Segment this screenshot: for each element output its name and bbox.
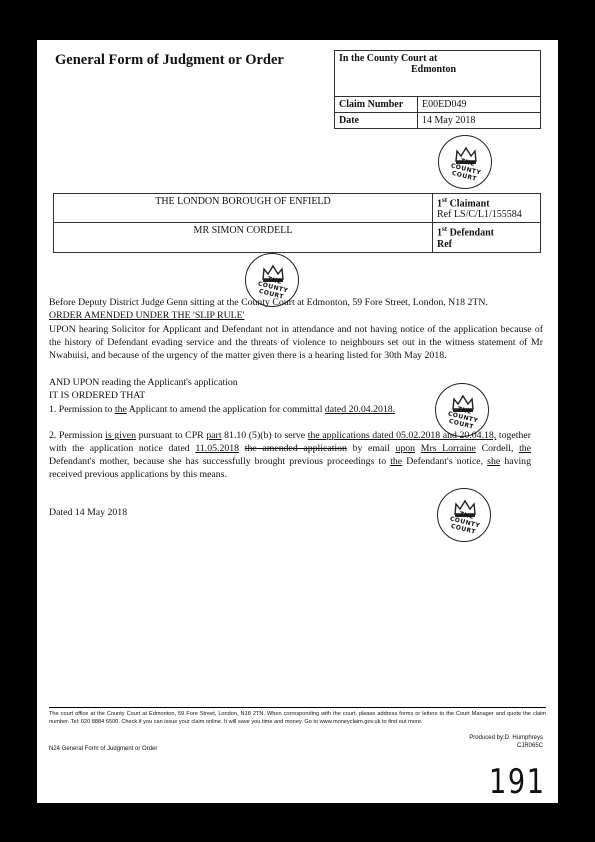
form-title: General Form of Judgment or Order xyxy=(55,52,284,68)
order-text: together with the application notice dated xyxy=(49,430,531,454)
party-row xyxy=(54,194,541,223)
party-role-cell xyxy=(433,223,541,252)
court-details-table xyxy=(334,50,541,129)
party-role-cell xyxy=(433,194,541,223)
footer-produced-by xyxy=(469,734,543,750)
order-text: pursuant to CPR xyxy=(136,430,207,441)
party-role-ordinal: 1 xyxy=(437,198,442,210)
seal-text: THE COUNTY COURT xyxy=(257,275,289,301)
dated-line: Dated 14 May 2018 xyxy=(49,507,128,518)
party-name: THE LONDON BOROUGH OF ENFIELD xyxy=(54,194,433,223)
ordered-heading: IT IS ORDERED THAT xyxy=(49,390,146,401)
order-text: by email xyxy=(346,443,396,454)
date-label: Date xyxy=(335,113,418,129)
and-upon-line: AND UPON reading the Applicant's application xyxy=(49,377,238,388)
order-text: the xyxy=(519,443,532,454)
party-role-suffix: st xyxy=(442,225,448,234)
form-code: CJR065C xyxy=(516,743,543,749)
footer-form-ref: N24 General Form of Judgment or Order xyxy=(49,746,158,752)
date-value: 14 May 2018 xyxy=(418,113,541,129)
order-text: part xyxy=(206,430,222,441)
party-row xyxy=(54,223,541,252)
order-text: 2. Permission xyxy=(49,430,106,441)
produced-by-text: Produced by:D. Humphreys xyxy=(469,735,543,741)
court-name-cell xyxy=(335,51,541,97)
claim-number-value: E00ED049 xyxy=(418,97,541,113)
order-item-2 xyxy=(49,429,531,481)
seal-text: THE COUNTY COURT xyxy=(450,157,482,183)
order-text: the xyxy=(114,404,127,415)
struck-text: the amended application xyxy=(244,443,347,454)
order-item-1 xyxy=(49,403,395,416)
footer-divider xyxy=(49,707,546,708)
order-text: Mrs Lorraine xyxy=(420,443,476,454)
party-ref: Ref LS/C/L1/155584 xyxy=(437,209,522,221)
parties-table xyxy=(53,193,541,253)
party-name: MR SIMON CORDELL xyxy=(54,223,433,252)
court-seal-stamp xyxy=(438,135,492,189)
party-role-suffix: st xyxy=(442,196,448,204)
order-text: upon xyxy=(395,443,416,454)
order-text: Defendant's mother, because she has successfully brought previous proceedings to xyxy=(49,456,391,467)
party-role: Defendant xyxy=(449,227,495,239)
court-seal-stamp xyxy=(437,488,491,542)
order-text: the xyxy=(390,456,403,467)
party-role-ordinal: 1 xyxy=(437,227,442,239)
order-text: the applications dated 05.02.2018 and 20.04.18, xyxy=(307,430,497,441)
court-line-2: Edmonton xyxy=(411,64,457,75)
order-text: 1. Permission to xyxy=(49,404,115,415)
document-page xyxy=(37,40,558,803)
party-ref: Ref xyxy=(437,238,452,250)
handwritten-page-number: 191 xyxy=(489,762,546,802)
order-text: Defendant's notice, xyxy=(402,456,488,467)
court-line-1: In the County Court at xyxy=(339,53,438,64)
seal-text: THE COUNTY COURT xyxy=(449,510,481,536)
before-judge-line: Before Deputy District Judge Genn sitting at the County Court at Edmonton, 59 Fore Street, London, N18 2TN. xyxy=(49,297,488,308)
order-text: 11.05.2018 xyxy=(195,443,240,454)
order-text: Cordell, xyxy=(475,443,520,454)
order-text: dated 20.04.2018. xyxy=(324,404,396,415)
slip-rule-heading: ORDER AMENDED UNDER THE 'SLIP RULE' xyxy=(49,310,245,321)
order-text: she xyxy=(487,456,501,467)
footer-court-note: The court office at the County Court at Edmonton, 59 Fore Street, London, N18 2TN. When corresponding with the court, please address forms or letters to the Court Manager and quote the claim number. Tel: 020 8884 6500. Check if you can issue your claim online. It will save you time and money. Go to www.moneyclaim.gov.uk to find out more. xyxy=(49,711,546,725)
claim-number-label: Claim Number xyxy=(335,97,418,113)
upon-hearing-paragraph: UPON hearing Solicitor for Applicant and Defendant not in attendance and not having notice of the application because of the history of Defendant evading service and the threats of violence to neighbours set out in the witness statement of Mr Nwabuisi, and because of the urgency of the matter given there is a hearing listed for 30th May 2018. xyxy=(49,324,543,361)
order-text: Applicant to amend the application for committal xyxy=(126,404,325,415)
party-role: Claimant xyxy=(449,198,490,210)
order-text: 81.10 (5)(b) to serve xyxy=(221,430,308,441)
order-text: having received previous applications by this means. xyxy=(49,456,531,480)
seal-text: THE COUNTY COURT xyxy=(447,405,479,431)
order-text: is given xyxy=(105,430,137,441)
